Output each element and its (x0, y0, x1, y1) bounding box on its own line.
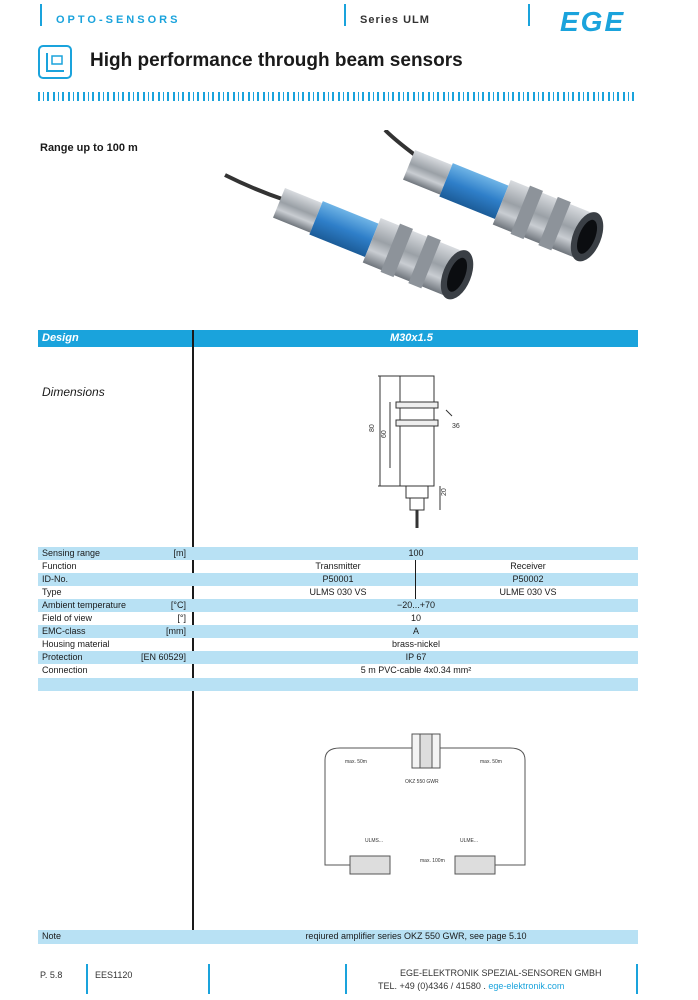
spec-unit: [°] (177, 613, 186, 623)
footer-divider (345, 964, 347, 994)
dimension-drawing (360, 368, 470, 533)
spec-label: Function (42, 561, 77, 571)
spec-label: Protection (42, 652, 83, 662)
separator: . (483, 981, 486, 991)
contact-line (378, 981, 564, 991)
design-label: Design (42, 332, 79, 344)
design-value: M30x1.5 (390, 332, 433, 344)
spec-label: Type (42, 587, 62, 597)
spec-spacer-row (38, 678, 638, 691)
left-max-label: max. 50m (345, 759, 367, 765)
ulme-label: ULME... (460, 838, 479, 844)
document-code: EES1120 (95, 970, 133, 980)
spec-value: IP 67 (405, 652, 427, 662)
spec-value: A (412, 626, 419, 636)
footer-divider (208, 964, 210, 994)
header-divider (40, 4, 42, 26)
spec-row (38, 664, 638, 677)
spec-label: Field of view (42, 613, 93, 623)
spec-label: Ambient temperature (42, 600, 127, 610)
note-label: Note (42, 931, 62, 941)
ulms-label: ULMS... (365, 838, 384, 844)
header-divider (344, 4, 346, 26)
spec-row (38, 586, 638, 599)
spec-row (38, 560, 638, 573)
company-logo: EGE (560, 6, 626, 37)
company-name: EGE-ELEKTRONIK SPEZIAL-SENSOREN GMBH (400, 968, 602, 978)
dimensions-label: Dimensions (42, 385, 105, 399)
spec-row (38, 547, 638, 560)
dim-20-label: 20 (441, 488, 448, 496)
spec-value: 10 (410, 613, 421, 623)
footer-divider (86, 964, 88, 994)
dim-36-label: 36 (452, 423, 460, 430)
spec-transmitter-value: ULMS 030 VS (309, 587, 367, 597)
footer-divider (636, 964, 638, 994)
note-row (38, 930, 638, 944)
spec-value: −20...+70 (396, 600, 436, 610)
spec-label: ID-No. (42, 574, 69, 584)
header-category: OPTO-SENSORS (56, 14, 181, 26)
header-series: Series ULM (360, 14, 430, 26)
spec-receiver-value: P50002 (512, 574, 544, 584)
decorative-stripe (38, 92, 638, 101)
spec-value: brass-nickel (391, 639, 440, 649)
note-value: reqiured amplifier series OKZ 550 GWR, see page 5.10 (305, 931, 527, 941)
page-number: P. 5.8 (40, 970, 63, 980)
page-title: High performance through beam sensors (90, 50, 463, 71)
spec-receiver-value: ULME 030 VS (499, 587, 557, 597)
spec-unit: [EN 60529] (140, 652, 186, 662)
spec-row (38, 612, 638, 625)
spec-receiver-value: Receiver (510, 561, 546, 571)
spec-label: Connection (42, 665, 88, 675)
spec-row (38, 599, 638, 612)
spec-unit: [mm] (166, 626, 186, 636)
spec-row (38, 638, 638, 651)
phone: TEL. +49 (0)4346 / 41580 (378, 981, 481, 991)
spec-value: 100 (408, 548, 424, 558)
design-header-row (38, 330, 638, 347)
dim-80-label: 80 (369, 424, 376, 432)
header-divider (528, 4, 530, 26)
spec-label: EMC-class (42, 626, 86, 636)
spec-row (38, 573, 638, 586)
range-text: Range up to 100 m (40, 142, 138, 154)
amplifier-label: OKZ 550 GWR (405, 779, 439, 785)
spec-transmitter-value: Transmitter (315, 561, 361, 571)
wiring-diagram (320, 730, 530, 875)
span-label: max. 100m (420, 858, 445, 864)
spec-label: Housing material (42, 639, 110, 649)
sensor-icon (38, 45, 72, 79)
spec-label: Sensing range (42, 548, 101, 558)
dim-60-label: 60 (381, 430, 388, 438)
spec-row (38, 651, 638, 664)
spec-row (38, 625, 638, 638)
spec-unit: [m] (173, 548, 186, 558)
right-max-label: max. 50m (480, 759, 502, 765)
column-split-line (415, 560, 416, 599)
website-link[interactable]: ege-elektronik.com (488, 981, 565, 991)
spec-unit: [°C] (170, 600, 186, 610)
spec-value: 5 m PVC-cable 4x0.34 mm² (360, 665, 472, 675)
spec-transmitter-value: P50001 (322, 574, 354, 584)
product-photo (215, 130, 635, 320)
